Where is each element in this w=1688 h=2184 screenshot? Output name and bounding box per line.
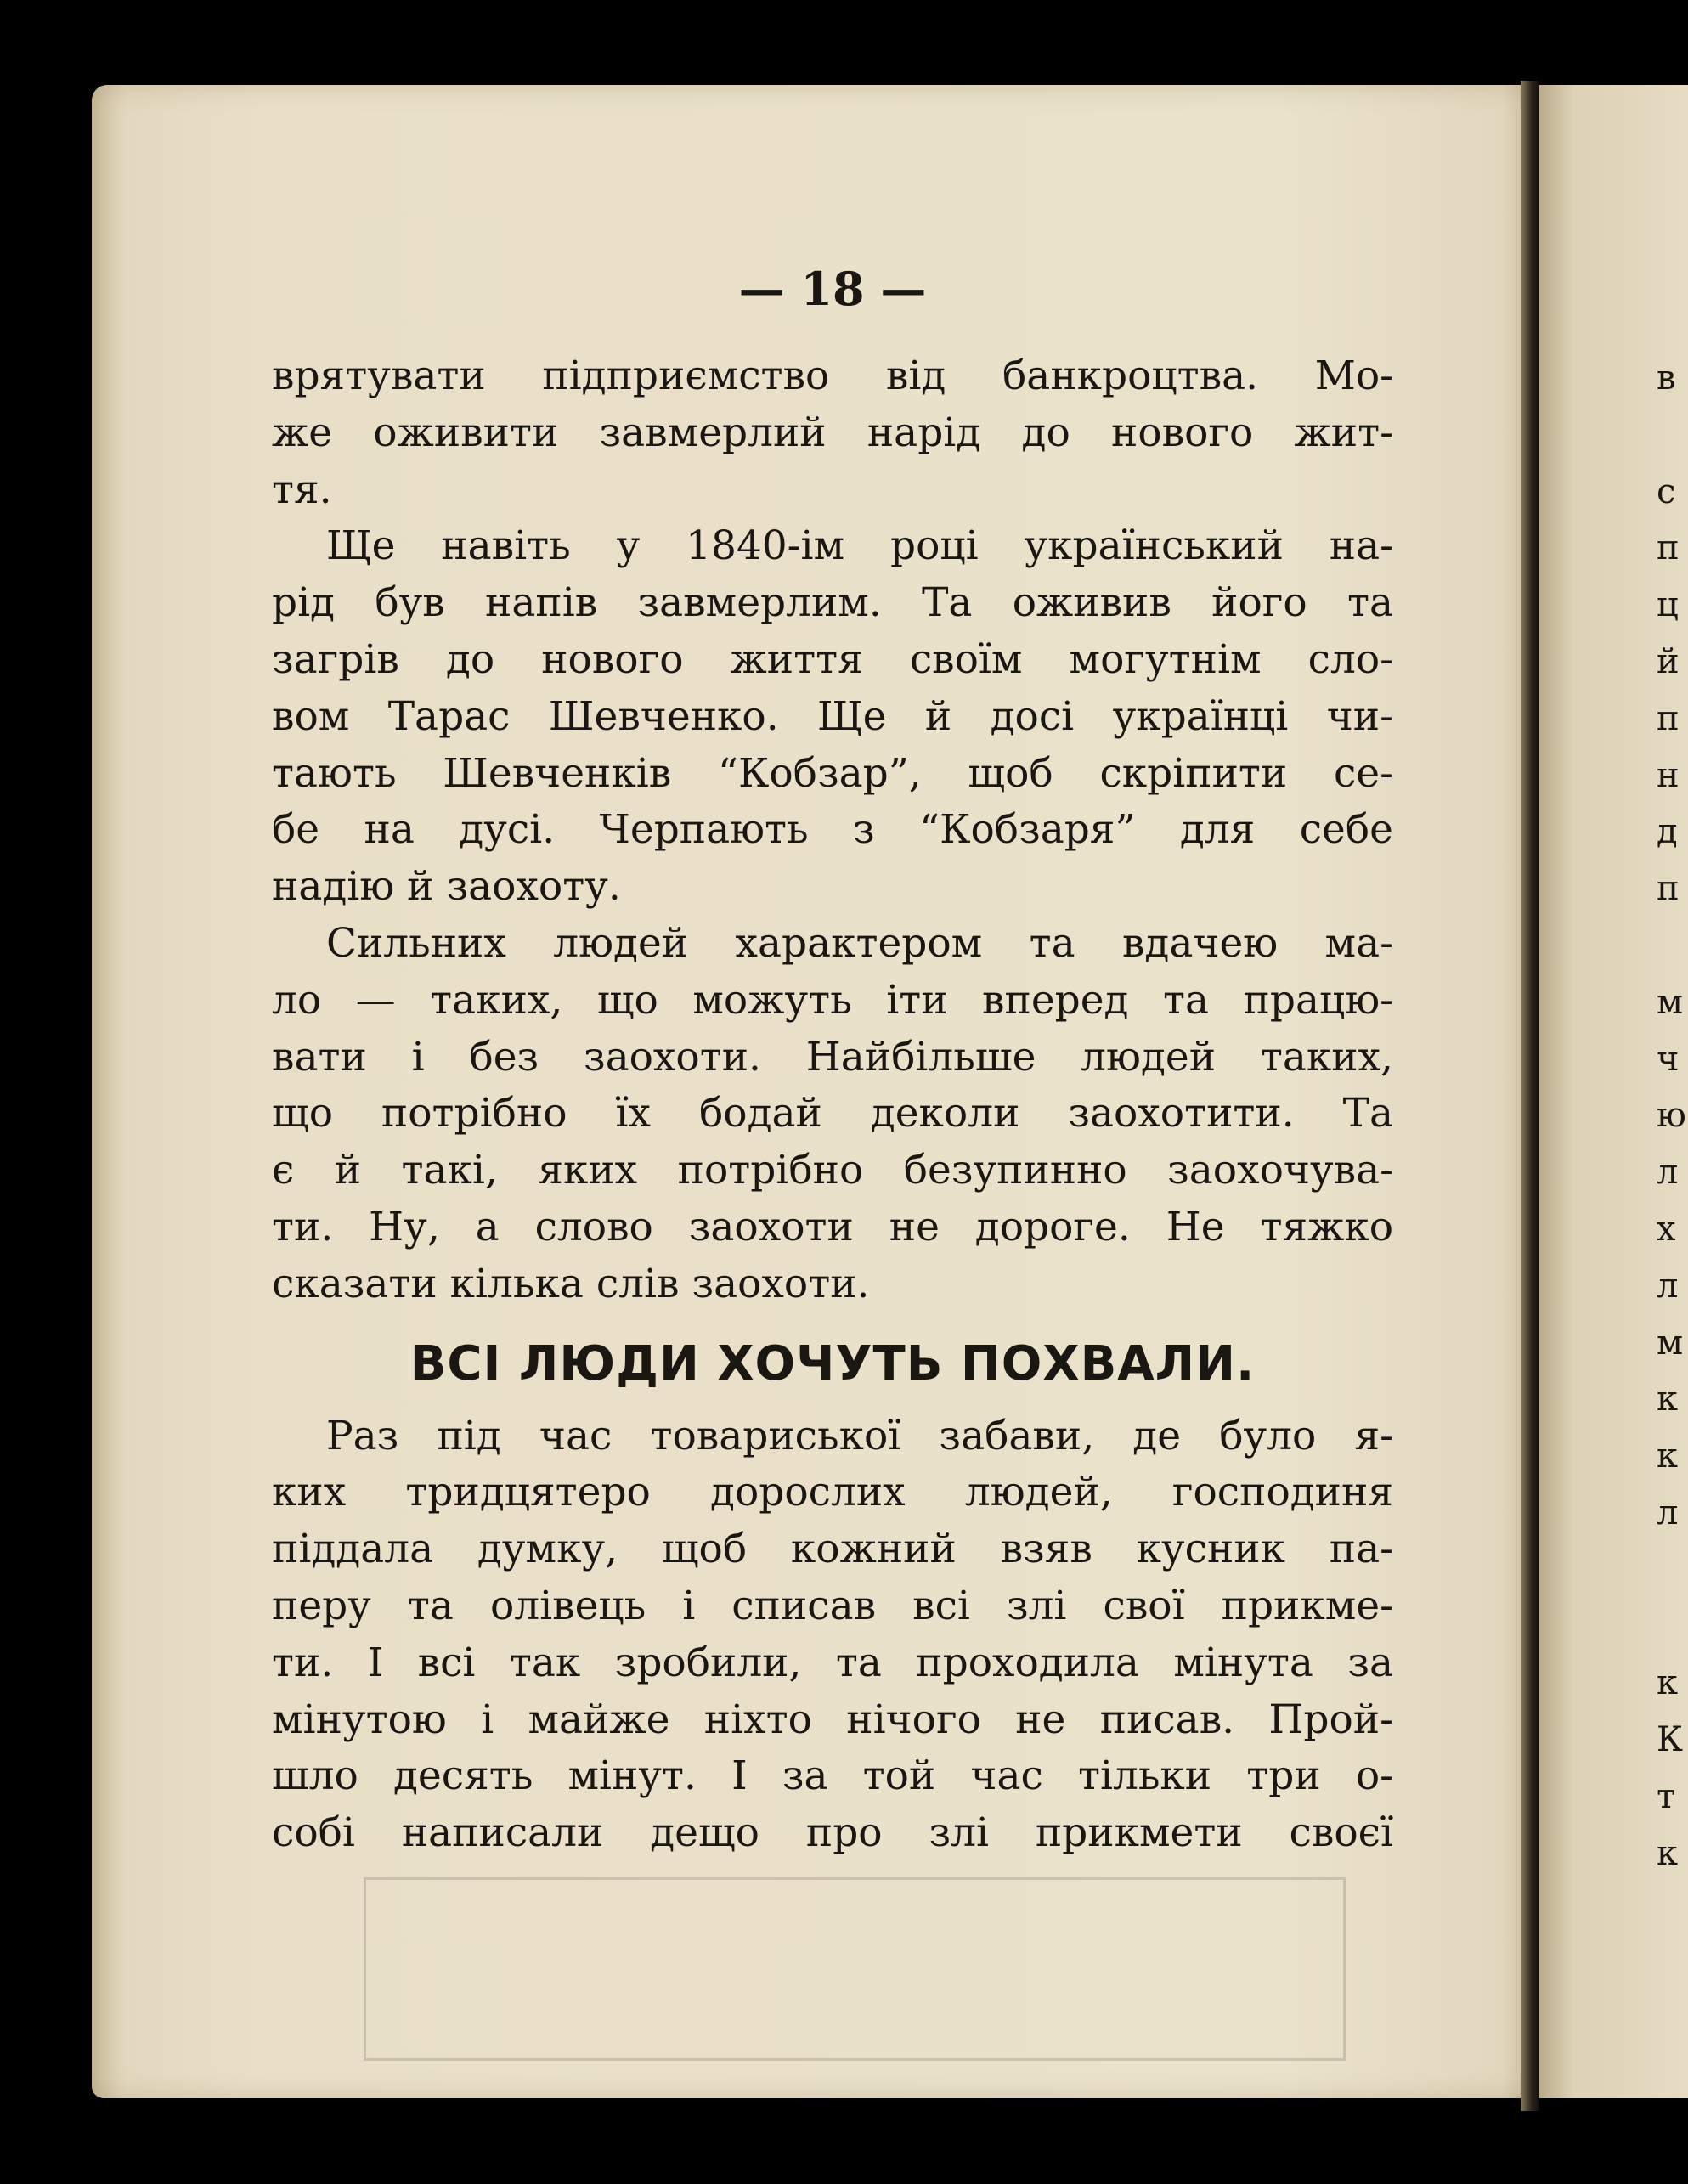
edge-letter: п (1657, 698, 1680, 738)
text-line: бе на дусі. Черпають з “Кобзаря” для себе (272, 806, 1393, 854)
text-line: вати і без заохоти. Найбільше людей таких, (272, 1033, 1393, 1081)
text-line: врятувати підприємство від банкроцтва. Мо- (272, 353, 1393, 399)
text-line: тя. (272, 466, 332, 513)
edge-letter: л (1657, 1153, 1679, 1193)
book-spine (1521, 81, 1539, 2111)
text-line: надію й заохоту. (272, 863, 621, 911)
text-line: Ще навіть у 1840-ім році український на- (326, 522, 1393, 570)
text-line: загрів до нового життя своїм могутнім сло- (272, 635, 1393, 683)
edge-letter: ч (1657, 1039, 1680, 1079)
edge-letter (1657, 1540, 1688, 1597)
edge-letter: п (1657, 528, 1680, 568)
text-line: є й такі, яких потрібно безупинно заохочува- (272, 1147, 1393, 1194)
edge-letter: ю (1657, 1096, 1686, 1136)
edge-letter: с (1657, 471, 1676, 511)
edge-letter: м (1657, 1323, 1684, 1363)
text-line: рід був напів завмерлим. Та оживив його та (272, 579, 1393, 627)
text-line: Раз під час товариської забави, де було я- (326, 1412, 1393, 1459)
section-heading: ВСІ ЛЮДИ ХОЧУТЬ ПОХВАЛИ. (409, 1335, 1256, 1391)
edge-letter: х (1657, 1209, 1676, 1249)
text-line: же оживити завмерлий нарід до нового жит- (272, 409, 1393, 456)
text-line: вом Тарас Шевченко. Ще й досі українці чи- (272, 692, 1393, 740)
text-line: шло десять мінут. І за той час тільки три о- (272, 1752, 1393, 1800)
text-line: Сильних людей характером та вдачею ма- (326, 919, 1393, 967)
edge-letter: ц (1657, 585, 1679, 625)
edge-letter: К (1657, 1720, 1683, 1760)
text-line: мінутою і майже ніхто нічого не писав. Прой- (272, 1696, 1393, 1743)
edge-letter (1657, 916, 1688, 973)
text-line: тають Шевченків “Кобзар”, щоб скріпити се- (272, 749, 1393, 797)
text-line: ти. Ну, а слово заохоти не дороге. Не тяжко (272, 1203, 1393, 1250)
page-number: — 18 — (738, 262, 927, 316)
edge-letter (1657, 1597, 1688, 1654)
next-page-edge-text (1657, 348, 1688, 1881)
text-line: що потрібно їх бодай деколи заохотити. Та (272, 1090, 1393, 1137)
text-lines (272, 348, 1393, 1862)
edge-letter: в (1657, 358, 1676, 398)
edge-letter: к (1657, 1436, 1678, 1476)
edge-letter: д (1657, 812, 1678, 852)
edge-letter: й (1657, 641, 1680, 681)
text-line: ло — таких, що можуть іти вперед та працю- (272, 976, 1393, 1024)
edge-letter: л (1657, 1493, 1679, 1532)
edge-letter: т (1657, 1776, 1676, 1816)
text-line: сказати кілька слів заохоти. (272, 1260, 870, 1307)
edge-letter: к (1657, 1663, 1678, 1703)
text-line: ких тридцятеро дорослих людей, господиня (272, 1469, 1393, 1516)
text-line: ти. І всі так зробили, та проходила мінута за (272, 1639, 1393, 1686)
edge-letter: л (1657, 1266, 1679, 1306)
edge-letter: н (1657, 755, 1680, 795)
edge-letter: к (1657, 1833, 1678, 1873)
edge-letter: к (1657, 1380, 1678, 1419)
library-stamp (364, 1877, 1346, 2061)
text-line: піддала думку, щоб кожний взяв кусник па- (272, 1526, 1393, 1573)
edge-letter: п (1657, 869, 1680, 909)
text-line: перу та олівець і списав всі злі свої прикме- (272, 1582, 1393, 1629)
edge-letter: м (1657, 982, 1684, 1022)
text-line: собі написали дещо про злі прикмети своєї (272, 1809, 1393, 1857)
edge-letter (1657, 405, 1688, 462)
